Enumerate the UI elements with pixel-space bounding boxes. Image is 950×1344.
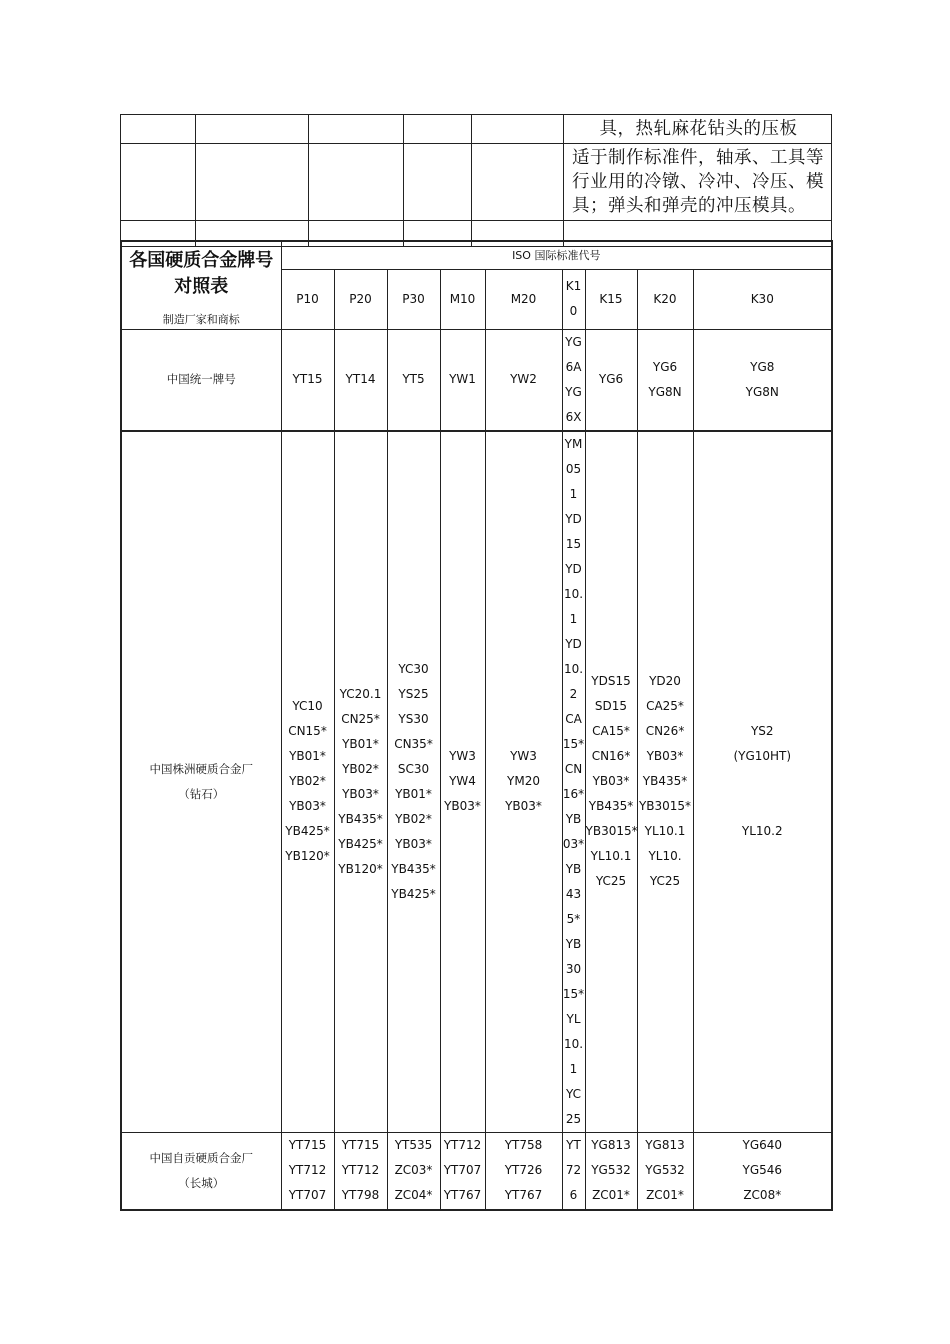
grade-value: YB120* — [285, 849, 330, 863]
grade-value: YB03* — [444, 799, 481, 813]
grade-value: ZC01* — [646, 1188, 684, 1203]
grade-value: YG6 — [598, 372, 624, 386]
grade-value: YB02* — [342, 761, 379, 776]
grade-value: YC25 — [649, 874, 681, 888]
grade-value: YT707 — [288, 1188, 327, 1203]
continuation-row — [121, 144, 832, 221]
grade-value: 16* — [562, 786, 585, 801]
grade-value: YC — [565, 1086, 582, 1101]
grade-value: YS2 — [750, 724, 774, 738]
grade-value: 03* — [562, 836, 585, 851]
grade-cell — [281, 431, 334, 1133]
usage-text: 适于制作标准件，轴承、工具等行业用的冷镦、冷冲、冷压、模具；弹头和弹壳的冲压模具。 — [564, 144, 832, 221]
grade-cell — [693, 329, 832, 431]
grade-cell — [585, 431, 637, 1133]
grade-value: YG6 — [652, 359, 678, 374]
grade-cell — [585, 329, 637, 431]
grade-value: YB — [565, 936, 582, 951]
maker-name: 中国自贡硬质合金厂 — [149, 1150, 253, 1165]
grade-value: 6A — [565, 359, 582, 374]
grade-value: YD — [565, 561, 582, 576]
grade-cell — [387, 431, 440, 1133]
grade-value: YD — [565, 511, 582, 526]
continuation-row — [121, 115, 832, 144]
grade-value: YT5 — [402, 372, 425, 386]
grade-value: YB435* — [338, 811, 383, 826]
grade-value: CA15* — [592, 724, 630, 738]
grade-value: YL10.2 — [741, 824, 783, 838]
grade-value: CN15* — [288, 724, 327, 738]
grade-value: 1 — [569, 611, 578, 626]
grade-value — [694, 794, 832, 819]
grade-value: YC10 — [292, 699, 323, 713]
grade-value: YG — [565, 384, 582, 399]
grade-value: CN35* — [394, 736, 433, 751]
grade-value: 15 — [565, 536, 582, 551]
grade-value: YB120* — [338, 861, 383, 876]
header-row — [121, 241, 832, 269]
grade-cell — [637, 1132, 693, 1210]
grade-value: CA25* — [646, 699, 684, 713]
grade-value: YG532 — [591, 1163, 631, 1178]
grade-value: 2 — [569, 686, 578, 701]
grade-value: 43 — [565, 886, 582, 901]
maker-name: 中国统一牌号 — [166, 372, 236, 386]
maker-header: 制造厂家和商标 — [162, 312, 240, 326]
grade-value: YB425* — [391, 886, 436, 901]
grade-value: YB02* — [289, 774, 326, 788]
grade-value: YB435* — [391, 861, 436, 876]
maker-cell — [121, 1132, 281, 1210]
grade-value: YG546 — [742, 1163, 783, 1178]
grade-value: SC30 — [397, 761, 430, 776]
grade-value: YB01* — [342, 736, 379, 751]
grade-value: YB01* — [395, 786, 432, 801]
grade-value: YS25 — [398, 686, 429, 701]
grade-value: YW3 — [449, 749, 476, 763]
grade-value: YT798 — [341, 1188, 380, 1203]
table-row — [121, 329, 832, 431]
grade-cell — [693, 431, 832, 1133]
grade-cell — [440, 329, 485, 431]
grade-value: 1 — [569, 1061, 578, 1076]
grade-value: 6 — [569, 1188, 578, 1203]
grade-value: YT712 — [288, 1163, 327, 1178]
grade-value: 72 — [565, 1163, 582, 1178]
grade-value: YL10.1 — [644, 824, 686, 838]
grade-value: YD20 — [649, 674, 681, 688]
grade-value: YB03* — [505, 799, 542, 813]
grade-value: 15* — [562, 986, 585, 1001]
grade-value: YT712 — [341, 1163, 380, 1178]
col-p20: P20 — [334, 269, 387, 329]
grade-value: YL10.1 — [590, 849, 632, 863]
grade-value: YB3015* — [585, 824, 638, 838]
grade-value: YB435* — [588, 799, 634, 813]
grade-cell — [281, 1132, 334, 1210]
col-k15: K15 — [585, 269, 637, 329]
grade-value: YT — [566, 1138, 581, 1153]
grade-value: ZC03* — [394, 1163, 433, 1178]
grade-cell — [485, 329, 562, 431]
grade-cell — [485, 1132, 562, 1210]
grade-value: YG — [565, 334, 582, 349]
grade-value: CN25* — [341, 711, 380, 726]
grade-value: YC25 — [595, 874, 627, 888]
grade-value: ZC08* — [743, 1188, 782, 1203]
grade-value: YW2 — [510, 372, 537, 386]
grade-value: YB03* — [592, 774, 630, 788]
grade-value: CN26* — [645, 724, 685, 738]
grade-value: YT758 — [504, 1138, 543, 1153]
grade-cell — [387, 1132, 440, 1210]
grade-value: 1 — [569, 486, 578, 501]
grade-value: YB02* — [395, 811, 432, 826]
grade-value: YB — [565, 861, 582, 876]
grade-value: 10. — [563, 586, 584, 601]
grade-cell — [387, 329, 440, 431]
grade-value: SD15 — [594, 699, 628, 713]
grade-value: YB03* — [342, 786, 379, 801]
grade-value: YM20 — [507, 774, 540, 788]
grade-value: YW3 — [510, 749, 537, 763]
maker-name: （长城） — [178, 1175, 225, 1190]
grade-value: YT715 — [341, 1138, 380, 1153]
col-m10: M10 — [440, 269, 485, 329]
grade-value: YT712 — [443, 1138, 482, 1153]
table-row — [121, 1132, 832, 1210]
col-k30: K30 — [693, 269, 832, 329]
grade-value: YB425* — [338, 836, 383, 851]
col-p30: P30 — [387, 269, 440, 329]
continuation-table — [120, 114, 832, 247]
grade-value: YC30 — [398, 661, 429, 676]
grade-value: ZC04* — [394, 1188, 433, 1203]
grade-value: YW1 — [449, 372, 476, 386]
grade-value: YM — [564, 436, 583, 451]
maker-name: （钻石） — [178, 786, 225, 801]
grade-value: CN16* — [591, 749, 631, 763]
grade-value: CA — [565, 711, 582, 726]
grade-value: YG8N — [648, 384, 682, 399]
grade-value: YB435* — [642, 774, 688, 788]
grade-value: YG813 — [645, 1138, 685, 1153]
grade-value: YC20.1 — [339, 686, 382, 701]
grade-value: YG8 — [750, 359, 775, 374]
grade-value: YG813 — [591, 1138, 631, 1153]
grade-value: CN — [564, 761, 583, 776]
maker-cell — [121, 329, 281, 431]
grade-cell — [562, 431, 585, 1133]
grade-cell — [562, 329, 585, 431]
grade-cell — [440, 1132, 485, 1210]
grade-value: YB425* — [285, 824, 330, 838]
grade-value: 05 — [565, 461, 582, 476]
maker-name: 中国株洲硬质合金厂 — [149, 761, 253, 776]
grade-value: YT14 — [345, 372, 376, 386]
grade-value: YB01* — [289, 749, 326, 763]
grade-cell — [637, 329, 693, 431]
usage-text: 具，热轧麻花钻头的压板 — [564, 115, 832, 144]
grade-cell — [637, 431, 693, 1133]
grade-value: 30 — [565, 961, 582, 976]
grade-value: 5* — [566, 911, 581, 926]
grade-value: YT767 — [504, 1188, 543, 1203]
grade-value: 6X — [565, 409, 582, 424]
grade-cell — [281, 329, 334, 431]
grade-cell — [585, 1132, 637, 1210]
grade-value: YB03* — [646, 749, 684, 763]
grade-value: ZC01* — [592, 1188, 630, 1203]
grade-cell — [334, 431, 387, 1133]
grade-comparison-table — [120, 240, 833, 1211]
col-p10: P10 — [281, 269, 334, 329]
col-k10: K1 0 — [562, 269, 585, 329]
grade-cell — [693, 1132, 832, 1210]
col-k20: K20 — [637, 269, 693, 329]
grade-value: 10. — [563, 661, 584, 676]
grade-value: YG532 — [645, 1163, 685, 1178]
grade-value: YT535 — [394, 1138, 433, 1153]
grade-value: YB3015* — [638, 799, 692, 813]
grade-value: YW4 — [449, 774, 476, 788]
grade-value: 10. — [563, 1036, 584, 1051]
table-title-cell — [121, 241, 281, 329]
grade-value: YD — [565, 636, 582, 651]
grade-value: YT715 — [288, 1138, 327, 1153]
table-row — [121, 431, 832, 1133]
grade-value: YT707 — [443, 1163, 482, 1178]
grade-value: YT726 — [504, 1163, 543, 1178]
grade-cell — [334, 1132, 387, 1210]
grade-value: YB — [565, 811, 582, 826]
grade-cell — [440, 431, 485, 1133]
grade-value: YT15 — [292, 372, 323, 386]
grade-value: YDS15 — [591, 674, 631, 688]
grade-cell — [485, 431, 562, 1133]
grade-value: YG8N — [745, 384, 779, 399]
grade-value: YL10. — [648, 849, 682, 863]
iso-header: ISO 国际标准代号 — [281, 241, 832, 269]
grade-value: (YG10HT) — [733, 749, 792, 763]
maker-cell — [121, 431, 281, 1133]
grade-value: 15* — [562, 736, 585, 751]
grade-value: YL — [566, 1011, 581, 1026]
grade-value: YG640 — [742, 1138, 783, 1153]
grade-cell — [562, 1132, 585, 1210]
grade-value: YB03* — [289, 799, 326, 813]
grade-value: YS30 — [398, 711, 429, 726]
grade-value: YT767 — [443, 1188, 482, 1203]
grade-value: YB03* — [395, 836, 432, 851]
grade-value — [694, 769, 832, 794]
grade-cell — [334, 329, 387, 431]
table-title: 各国硬质合金牌号对照表 — [129, 250, 274, 297]
grade-value: 25 — [565, 1111, 582, 1126]
col-m20: M20 — [485, 269, 562, 329]
